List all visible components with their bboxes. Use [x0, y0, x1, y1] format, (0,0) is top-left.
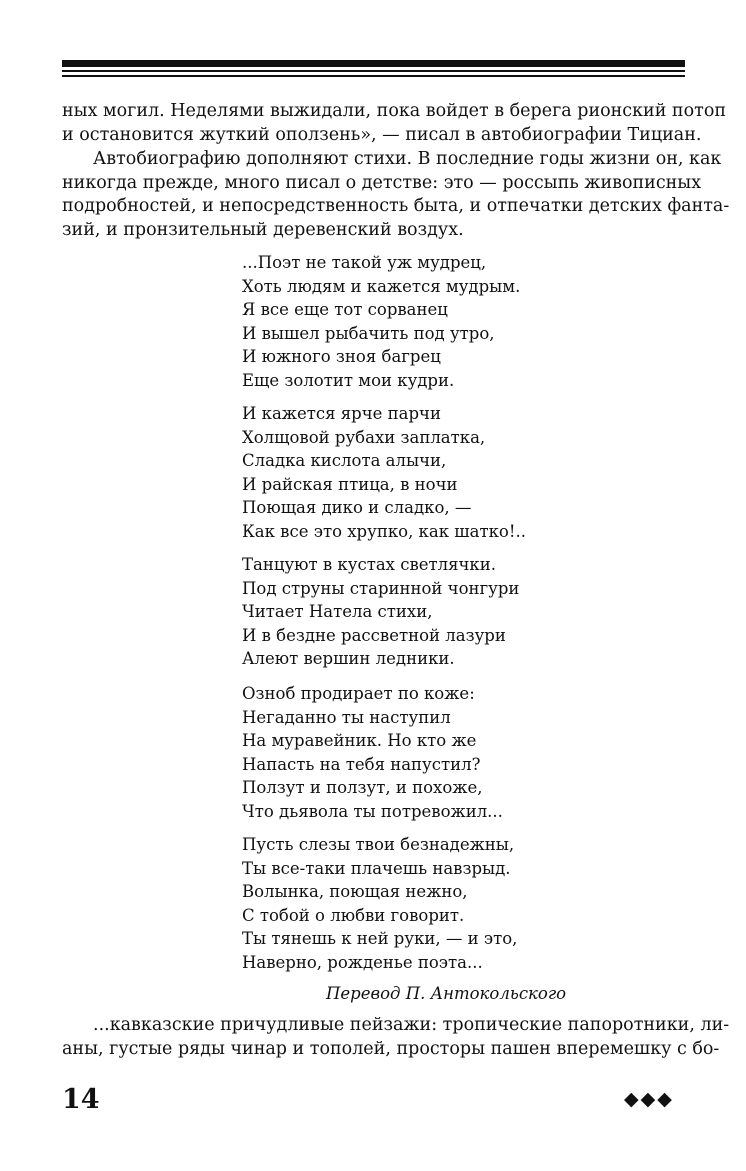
- paragraph-line: подробностей, и непосредственность быта, и отпечатки детских фанта-: [62, 196, 730, 216]
- paragraph-line: ных могил. Неделями выжидали, пока войдет в берега рионский потоп: [62, 101, 727, 121]
- poem-line: На муравейник. Но кто же: [242, 731, 477, 751]
- header-rule-thick: [62, 60, 685, 67]
- poem-line: И в бездне рассветной лазури: [242, 625, 506, 645]
- header-rule-thin-1: [62, 70, 685, 72]
- paragraph-line: никогда прежде, много писал о детстве: это — россыпь живописных: [62, 172, 702, 193]
- paragraph-line: и остановится жуткий оползень», — писал в автобиографии Тициан.: [62, 124, 702, 145]
- poem-line: Напасть на тебя напустил?: [242, 754, 481, 774]
- poem-line: Ползут и ползут, и похоже,: [242, 778, 483, 798]
- paragraph-autobiography: [62, 148, 730, 242]
- poem-line: Что дьявола ты потревожил...: [242, 801, 503, 821]
- poem-line: Поющая дико и сладко, —: [242, 498, 472, 518]
- poem-line: Сладка кислота алычи,: [242, 451, 447, 471]
- diamond-ornament-icon: ◆◆◆: [624, 1088, 674, 1110]
- poem-line: ...Поэт не такой уж мудрец,: [242, 253, 487, 272]
- poem-line: Негаданно ты наступил: [242, 707, 451, 727]
- poem-line: И южного зноя багрец: [242, 347, 441, 367]
- poem-stanza-1: [242, 251, 662, 393]
- poem-line: И райская птица, в ночи: [242, 474, 458, 494]
- paragraph-landscapes: [62, 1014, 730, 1061]
- poem-stanza-4: [242, 682, 662, 824]
- poem-line: Я все еще тот сорванец: [242, 300, 448, 320]
- poem-stanza-3: [242, 553, 662, 671]
- translator-credit: Перевод П. Антокольского: [326, 984, 567, 1003]
- poem-line: Под струны старинной чонгури: [242, 578, 520, 598]
- paragraph-line: аны, густые ряды чинар и тополей, просторы пашен вперемешку с бо-: [62, 1038, 720, 1059]
- poem-line: И вышел рыбачить под утро,: [242, 323, 495, 343]
- poem-line: Холщовой рубахи заплатка,: [242, 427, 486, 447]
- header-rule-thin-2: [62, 75, 685, 77]
- poem-line: Танцуют в кустах светлячки.: [242, 555, 496, 574]
- poem-line: Алеют вершин ледники.: [242, 649, 455, 669]
- poem-line: Хоть людям и кажется мудрым.: [242, 276, 521, 296]
- paragraph-line: Автобиографию дополняют стихи. В последние годы жизни он, как: [93, 149, 722, 169]
- poem-line: Как все это хрупко, как шатко!..: [242, 521, 526, 541]
- poem-line: Еще золотит мои кудри.: [242, 370, 455, 390]
- poem-line: Ты все-таки плачешь навзрыд.: [242, 858, 511, 878]
- poem-line: Пусть слезы твои безнадежны,: [242, 835, 515, 854]
- poem-line: И кажется ярче парчи: [242, 404, 441, 423]
- poem-line: Ты тянешь к ней руки, — и это,: [242, 929, 518, 949]
- paragraph-line: ...кавказские причудливые пейзажи: тропические папоротники, ли-: [93, 1015, 730, 1035]
- poem-stanza-5: [242, 833, 662, 975]
- poem-line: С тобой о любви говорит.: [242, 905, 465, 925]
- page-number: 14: [62, 1084, 100, 1115]
- paragraph-continuation: [62, 100, 727, 147]
- poem-line: Озноб продирает по коже:: [242, 684, 475, 703]
- paragraph-line: зий, и пронзительный деревенский воздух.: [62, 219, 464, 240]
- poem-stanza-2: [242, 402, 662, 544]
- poem-line: Волынка, поющая нежно,: [242, 882, 468, 902]
- poem-line: Читает Натела стихи,: [242, 602, 433, 622]
- poem-line: Наверно, рожденье поэта...: [242, 952, 483, 972]
